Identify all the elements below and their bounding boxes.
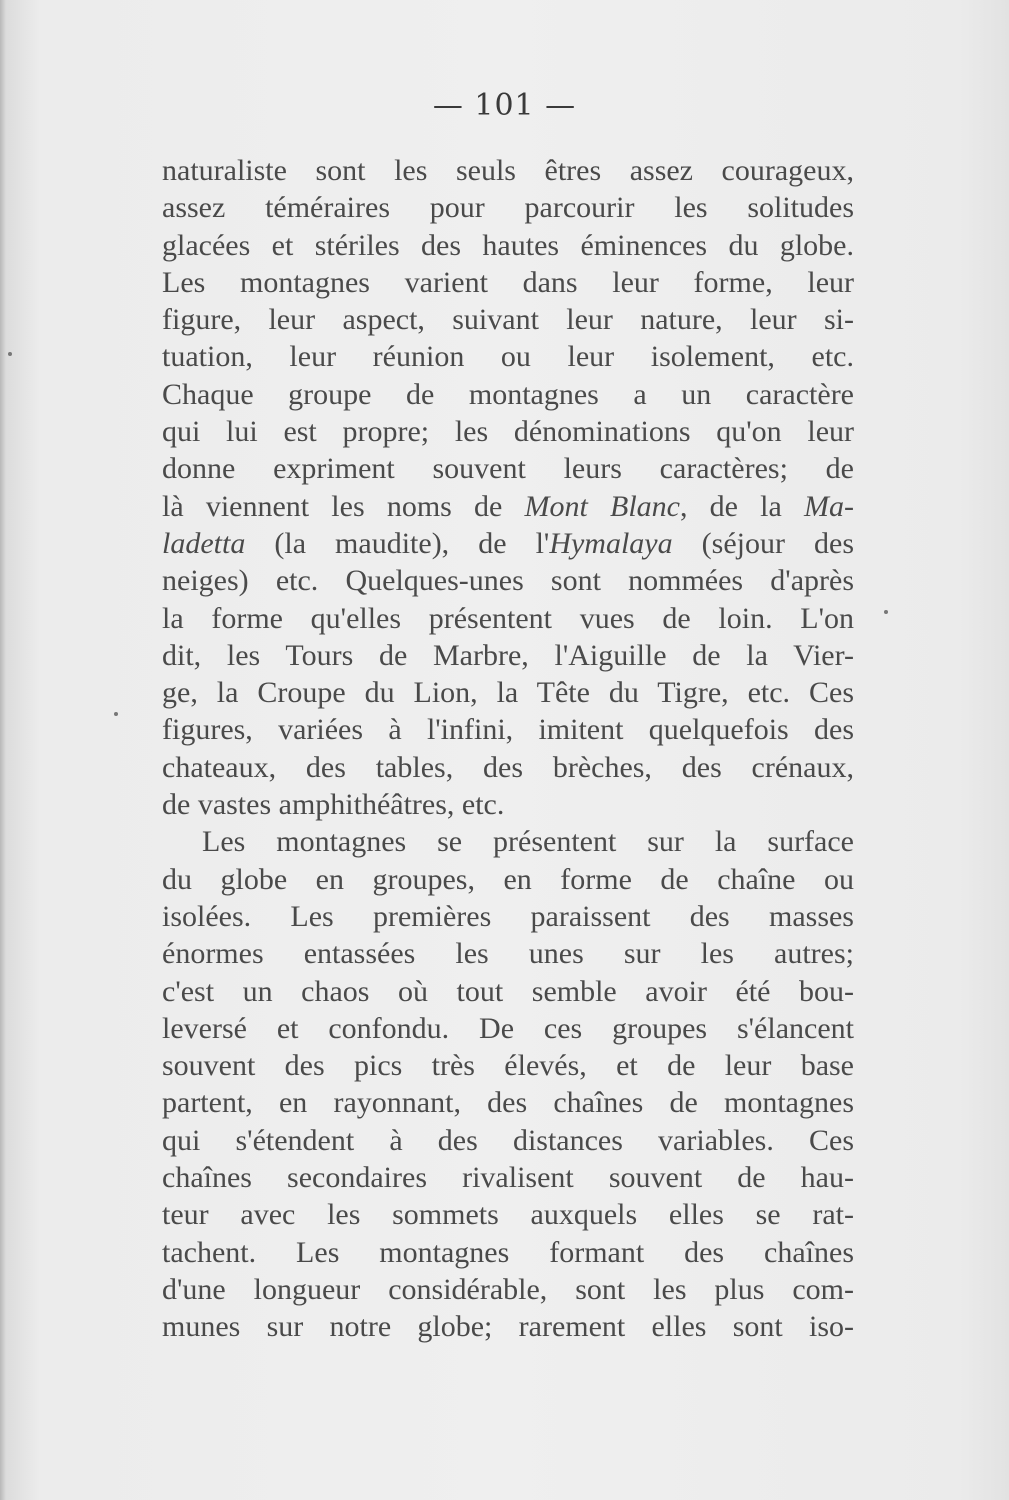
page-number: — 101 — [432,88,577,123]
text-line: naturaliste sont les seuls êtres assez courageux, [162,154,854,187]
margin-speck [114,712,118,716]
text-line: neiges) etc. Quelques-unes sont nommées d'après [162,564,854,598]
text-line: partent, en rayonnant, des chaînes de montagnes [162,1086,854,1120]
margin-speck [884,610,888,614]
page-binding-edge [0,0,6,1500]
text-line: teur avec les sommets auxquels elles se rat- [162,1198,854,1232]
text-line: dit, les Tours de Marbre, l'Aiguille de la Vier- [162,638,854,672]
text-line: de vastes amphithéâtres, etc. [162,788,505,822]
text-line: c'est un chaos où tout semble avoir été bou- [162,974,854,1008]
text-line: tachent. Les montagnes formant des chaînes [162,1235,854,1269]
text-line: d'une longueur considérable, sont les plus com- [162,1272,854,1306]
text-line: isolées. Les premières paraissent des masses [162,899,854,933]
text-line: munes sur notre globe; rarement elles sont iso- [162,1310,854,1344]
text-line: énormes entassées les unes sur les autres; [162,937,854,971]
text-line: tuation, leur réunion ou leur isolement, etc. [162,340,854,374]
paragraph-1 [162,152,854,823]
text-line: chaînes secondaires rivalisent souvent de hau- [162,1161,854,1195]
text-line: figure, leur aspect, suivant leur nature, leur si- [162,303,854,337]
text-line: figures, variées à l'infini, imitent quelquefois des [162,713,854,747]
text-line: leversé et confondu. De ces groupes s'élancent [162,1011,854,1045]
body-text [162,152,854,1346]
text-line: qui lui est propre; les dénominations qu'on leur [162,415,854,449]
text-line: du globe en groupes, en forme de chaîne ou [162,862,854,896]
text-line: Les montagnes varient dans leur forme, leur [162,265,854,299]
text-line: ge, la Croupe du Lion, la Tête du Tigre, etc. Ces [162,676,854,710]
margin-speck [8,352,12,356]
text-line: là viennent les noms de Mont Blanc, de la Ma- [162,489,854,523]
text-line: souvent des pics très élevés, et de leur base [162,1049,854,1083]
text-line: Chaque groupe de montagnes a un caractère [162,377,854,411]
text-line: ladetta (la maudite), de l'Hymalaya (séjour des [162,526,854,560]
text-line: Les montagnes se présentent sur la surface [202,825,854,859]
text-line: la forme qu'elles présentent vues de loin. L'on [162,601,854,635]
text-line: assez téméraires pour parcourir les solitudes [162,191,854,225]
paragraph-2 [162,823,854,1345]
text-line: donne expriment souvent leurs caractères; de [162,452,854,486]
text-line: glacées et stériles des hautes éminences du globe. [162,228,854,262]
text-line: chateaux, des tables, des brèches, des crénaux, [162,750,854,784]
text-line: qui s'étendent à des distances variables. Ces [162,1123,854,1157]
